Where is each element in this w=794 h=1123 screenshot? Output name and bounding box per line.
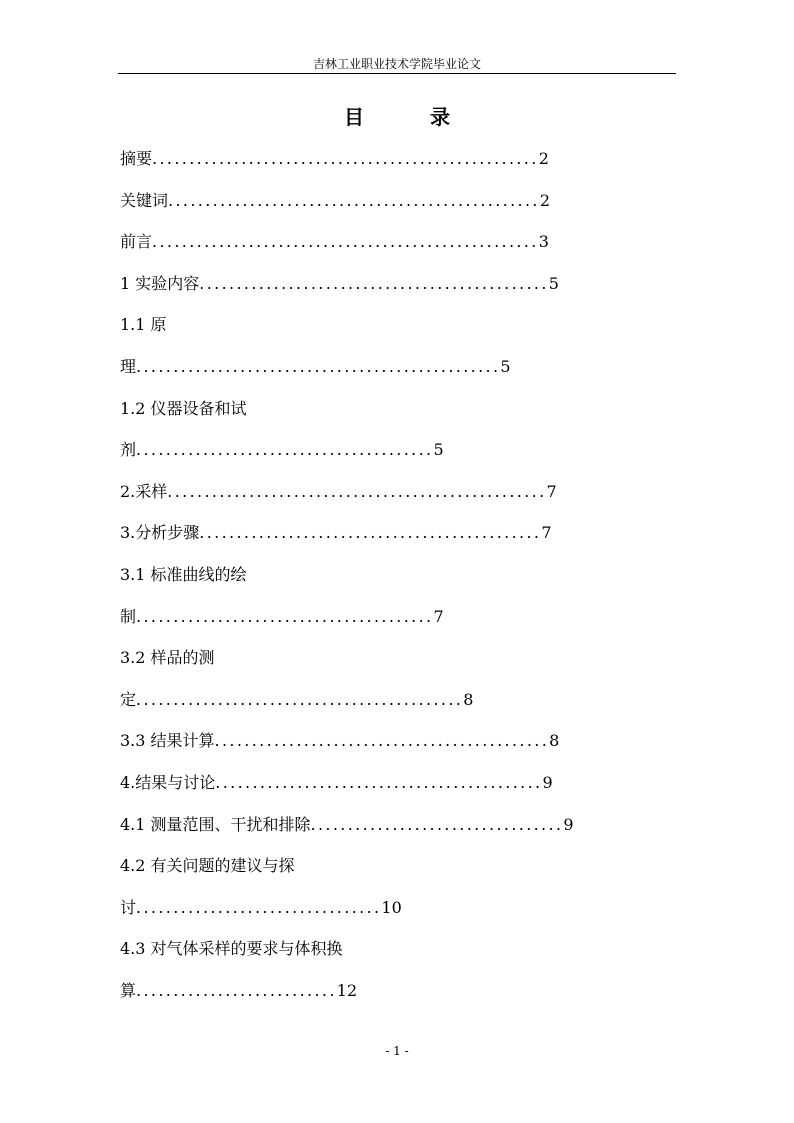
toc-entry-page: 9 xyxy=(563,815,574,834)
toc-entry-title: 1 实验内容 xyxy=(120,274,200,293)
toc-entry-title: 4.1 测量范围、干扰和排除 xyxy=(120,815,311,834)
toc-entry-title: 算 xyxy=(120,981,137,1000)
toc-entry-leader: .................................. xyxy=(310,815,564,834)
toc-entry-title: 4.结果与讨论 xyxy=(120,773,216,792)
toc-entry-title: 1.2 仪器设备和试 xyxy=(120,399,247,418)
toc-entry-leader: ........................................ xyxy=(136,607,434,626)
toc-entry-page: 10 xyxy=(381,898,402,917)
toc-entry-leader: .................................................. xyxy=(168,191,540,210)
toc-entry xyxy=(120,812,574,838)
toc-entry-title: 前言 xyxy=(120,232,153,251)
toc-entry-title: 理 xyxy=(120,357,137,376)
toc-entry-page: 8 xyxy=(549,731,560,750)
toc-entry xyxy=(120,396,247,422)
toc-entry xyxy=(120,562,247,588)
toc-entry-title: 讨 xyxy=(120,898,137,917)
toc-entry-page: 5 xyxy=(433,440,444,459)
toc-entry-title: 制 xyxy=(120,607,137,626)
toc-entry xyxy=(120,520,552,546)
toc-entry-title: 1.1 原 xyxy=(120,315,167,334)
toc-entry-leader: ............................................ xyxy=(215,773,543,792)
toc-entry xyxy=(120,479,557,505)
toc-entry xyxy=(120,312,167,338)
toc-entry-page: 2 xyxy=(538,149,549,168)
toc-entry-leader: ........................... xyxy=(136,981,337,1000)
toc-entry-page: 5 xyxy=(548,274,559,293)
toc-entry-title: 关键词 xyxy=(120,191,169,210)
header-divider xyxy=(118,73,676,74)
toc-entry-leader: ........................................ xyxy=(136,440,434,459)
toc-entry-page: 7 xyxy=(541,523,552,542)
toc-entry-page: 2 xyxy=(539,191,550,210)
toc-entry-leader: ............................................. xyxy=(214,731,550,750)
toc-entry-page: 7 xyxy=(546,482,557,501)
toc-entry xyxy=(120,604,444,630)
toc-entry xyxy=(120,146,549,172)
toc-entry-leader: ................................................. xyxy=(136,357,501,376)
toc-entry xyxy=(120,770,553,796)
toc-entry xyxy=(120,188,550,214)
toc-entry xyxy=(120,354,511,380)
toc-entry-title: 剂 xyxy=(120,440,137,459)
toc-entry-leader: ................................. xyxy=(136,898,382,917)
toc-entry-title: 4.2 有关问题的建议与探 xyxy=(120,856,295,875)
toc-entry-page: 3 xyxy=(538,232,549,251)
footer-page-number: - 1 - xyxy=(385,1044,409,1058)
toc-entry-title: 2.采样 xyxy=(120,482,168,501)
toc-entry xyxy=(120,936,343,962)
toc-entry-leader: .................................................... xyxy=(152,232,539,251)
toc-entry-leader: .................................................... xyxy=(152,149,539,168)
toc-entry-leader: ............................................... xyxy=(199,274,549,293)
toc-entry-leader: .............................................. xyxy=(199,523,542,542)
toc-entry-title: 3.3 结果计算 xyxy=(120,731,215,750)
toc-entry xyxy=(120,853,295,879)
toc-entry xyxy=(120,229,549,255)
toc-entry-title: 定 xyxy=(120,690,137,709)
toc-entry xyxy=(120,687,473,713)
toc-entry xyxy=(120,728,559,754)
toc-entry-page: 9 xyxy=(542,773,553,792)
toc-entry-title: 4.3 对气体采样的要求与体积换 xyxy=(120,939,343,958)
toc-entry-page: 5 xyxy=(500,357,511,376)
toc-entry xyxy=(120,895,402,921)
toc-entry-leader: ................................................... xyxy=(167,482,547,501)
toc-entry-page: 7 xyxy=(433,607,444,626)
toc-heading: 目录 xyxy=(344,105,516,129)
toc-entry-title: 3.分析步骤 xyxy=(120,523,200,542)
toc-entry xyxy=(120,271,559,297)
toc-entry-page: 8 xyxy=(463,690,474,709)
toc-entry-page: 12 xyxy=(336,981,358,1000)
toc-entry-title: 3.2 样品的测 xyxy=(120,648,215,667)
running-header-title: 吉林工业职业技术学院毕业论文 xyxy=(312,57,481,71)
toc-entry-title: 摘要 xyxy=(120,149,153,168)
toc-entry-title: 3.1 标准曲线的绘 xyxy=(120,565,247,584)
toc-entry xyxy=(120,437,444,463)
toc-entry xyxy=(120,645,215,671)
toc-entry-leader: ............................................ xyxy=(136,690,464,709)
toc-entry xyxy=(120,978,357,1004)
